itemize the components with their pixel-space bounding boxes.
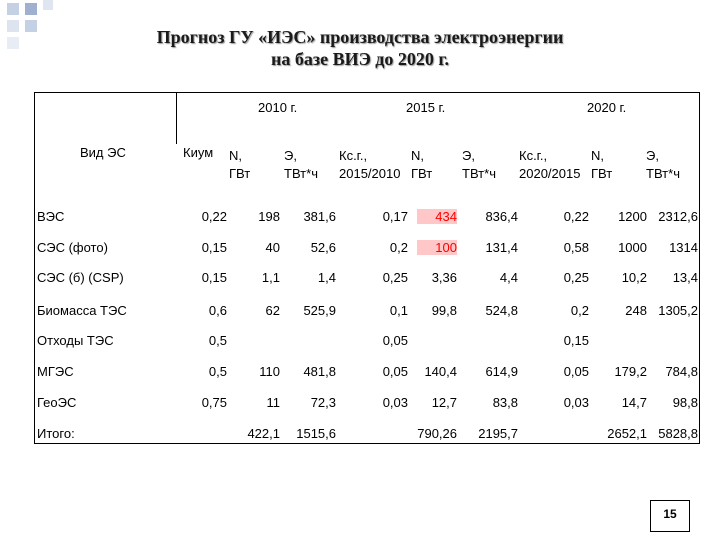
table-cell-ks2020: 0,15: [563, 333, 589, 348]
table-cell-e2020: 1314: [669, 240, 698, 255]
table-cell-e2010: 72,3: [310, 395, 336, 410]
table-cell-e2015: 4,4: [499, 270, 518, 285]
column-header-ks2015-unit: 2015/2010: [339, 166, 401, 181]
table-cell-n2010: 62: [265, 303, 280, 318]
table-cell-ks2015: 0,25: [382, 270, 408, 285]
table-cell-n2020: 1200: [618, 209, 647, 224]
column-header-n2015-unit: ГВт: [411, 166, 433, 181]
table-cell-kium: 0,15: [201, 240, 227, 255]
slide-title-line1: Прогноз ГУ «ИЭС» производства электроэнергии: [156, 27, 564, 47]
table-cell-e2015: 131,4: [485, 240, 518, 255]
table-cell-n2015: 100: [417, 240, 457, 255]
table-cell-e2010: 52,6: [310, 240, 336, 255]
table-cell-e2010: 1515,6: [296, 426, 336, 441]
year-header-2010: 2010 г.: [258, 100, 298, 115]
table-cell-n2020: 179,2: [614, 364, 647, 379]
table-cell-kium: 0,75: [201, 395, 227, 410]
table-cell-ks2015: 0,05: [382, 364, 408, 379]
table-cell-ks2015: 0,17: [382, 209, 408, 224]
corner-square-1: [7, 3, 19, 15]
table-cell-e2015: 2195,7: [478, 426, 518, 441]
table-cell-e2020: 98,8: [672, 395, 698, 410]
column-header-type: Вид ЭС: [80, 145, 126, 160]
table-divider: [176, 92, 177, 144]
table-cell-kium: 0,22: [201, 209, 227, 224]
table-cell-n2015: 140,4: [424, 364, 457, 379]
row-label: Итого:: [37, 426, 75, 441]
column-header-n2010-unit: ГВт: [229, 166, 251, 181]
table-cell-ks2015: 0,2: [389, 240, 408, 255]
table-cell-ks2020: 0,25: [563, 270, 589, 285]
table-cell-ks2020: 0,05: [563, 364, 589, 379]
column-header-n2020-label: N,: [591, 148, 604, 163]
table-cell-e2010: 1,4: [317, 270, 336, 285]
table-cell-e2020: 1305,2: [658, 303, 698, 318]
table-cell-ks2020: 0,03: [563, 395, 589, 410]
column-header-e2010-label: Э,: [284, 148, 297, 163]
table-cell-n2010: 40: [265, 240, 280, 255]
table-cell-e2020: 13,4: [672, 270, 698, 285]
table-cell-ks2020: 0,22: [563, 209, 589, 224]
table-cell-n2010: 110: [259, 364, 280, 379]
page-number: 15: [663, 507, 677, 521]
row-label: МГЭС: [37, 364, 74, 379]
row-label: Биомасса ТЭС: [37, 303, 127, 318]
table-cell-e2010: 381,6: [303, 209, 336, 224]
corner-square-4: [7, 20, 19, 32]
column-header-ks2020-label: Кс.г.,: [519, 148, 548, 163]
table-cell-n2015: 12,7: [431, 395, 457, 410]
row-label: СЭС (фото): [37, 240, 108, 255]
slide-title: [40, 26, 680, 70]
table-cell-e2010: 525,9: [303, 303, 336, 318]
table-cell-e2020: 784,8: [665, 364, 698, 379]
column-header-n2010-label: N,: [229, 148, 242, 163]
table-cell-e2020: 5828,8: [658, 426, 698, 441]
column-header-ks2020-unit: 2020/2015: [519, 166, 581, 181]
year-header-2015: 2015 г.: [406, 100, 446, 115]
table-cell-ks2020: 0,58: [563, 240, 589, 255]
table-cell-e2015: 524,8: [485, 303, 518, 318]
table-cell-ks2015: 0,1: [389, 303, 408, 318]
table-cell-kium: 0,6: [208, 303, 227, 318]
table-cell-e2010: 481,8: [303, 364, 336, 379]
corner-square-5: [25, 20, 37, 32]
table-cell-ks2015: 0,05: [382, 333, 408, 348]
table-cell-n2020: 1000: [618, 240, 647, 255]
table-cell-kium: 0,15: [201, 270, 227, 285]
slide-title-line2: на базе ВИЭ до 2020 г.: [270, 49, 450, 69]
column-header-e2010-unit: ТВт*ч: [284, 166, 318, 181]
column-header-e2020-unit: ТВт*ч: [646, 166, 680, 181]
table-cell-e2015: 836,4: [485, 209, 518, 224]
table-cell-n2015: 99,8: [431, 303, 457, 318]
table-frame: [34, 92, 700, 444]
table-cell-n2020: 10,2: [621, 270, 647, 285]
table-cell-e2020: 2312,6: [658, 209, 698, 224]
table-cell-e2015: 614,9: [485, 364, 518, 379]
table-cell-n2015: 3,36: [431, 270, 457, 285]
corner-square-3: [43, 0, 53, 10]
row-label: СЭС (б) (CSP): [37, 270, 124, 285]
table-cell-e2015: 83,8: [492, 395, 518, 410]
table-cell-n2010: 1,1: [261, 270, 280, 285]
year-header-2020: 2020 г.: [587, 100, 627, 115]
column-header-e2015-unit: ТВт*ч: [462, 166, 496, 181]
table-cell-kium: 0,5: [208, 333, 227, 348]
row-label: Отходы ТЭС: [37, 333, 114, 348]
table-cell-ks2015: 0,03: [382, 395, 408, 410]
corner-square-6: [7, 37, 19, 49]
table-cell-n2020: 248: [625, 303, 647, 318]
table-cell-n2015: 434: [417, 209, 457, 224]
corner-square-2: [25, 3, 37, 15]
table-cell-n2010: 198: [258, 209, 280, 224]
table-cell-n2010: 11: [266, 395, 280, 410]
column-header-n2015-label: N,: [411, 148, 424, 163]
row-label: ГеоЭС: [37, 395, 77, 410]
column-header-e2020-label: Э,: [646, 148, 659, 163]
column-header-kium: Киум: [183, 145, 214, 160]
table-cell-n2020: 14,7: [621, 395, 647, 410]
table-cell-n2020: 2652,1: [607, 426, 647, 441]
table-cell-n2015: 790,26: [417, 426, 457, 441]
column-header-ks2015-label: Кс.г.,: [339, 148, 368, 163]
table-cell-kium: 0,5: [208, 364, 227, 379]
row-label: ВЭС: [37, 209, 65, 224]
column-header-n2020-unit: ГВт: [591, 166, 613, 181]
table-cell-n2010: 422,1: [247, 426, 280, 441]
column-header-e2015-label: Э,: [462, 148, 475, 163]
table-cell-ks2020: 0,2: [570, 303, 589, 318]
